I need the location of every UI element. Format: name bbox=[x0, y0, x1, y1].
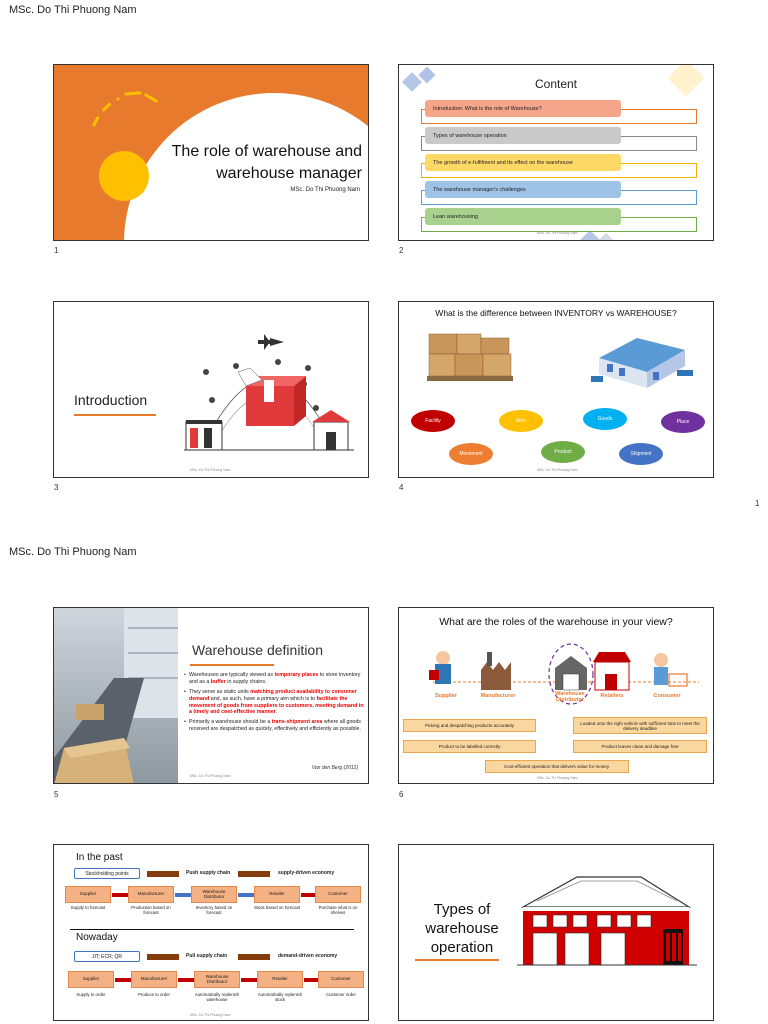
page-header: MSc. Do Thi Phuong Nam bbox=[9, 546, 137, 558]
slide-title: What are the roles of the warehouse in your view? bbox=[439, 616, 673, 628]
node-caption: Production based on forecast bbox=[131, 905, 171, 916]
slide-title: Types of warehouse operation bbox=[425, 901, 499, 956]
chain-node: Retailer bbox=[254, 886, 300, 903]
slide-title: Content bbox=[534, 77, 578, 91]
slide-footer: MSc. Do Thi Phuong Nam bbox=[537, 231, 578, 235]
chain-node: Manufacturer bbox=[131, 971, 177, 988]
slide-footer: MSc. Do Thi Phuong Nam bbox=[190, 468, 231, 472]
slide-title: What is the difference between INVENTORY vs WAREHOUSE? bbox=[435, 308, 677, 318]
warehouse-building-icon bbox=[517, 871, 697, 969]
bullet-item: • They serve as static units matching product availability to consumer demand and, as such, have a primary aim which is to facilitate the movement of goods from suppliers to customers, meeting demand in a timely and cost-effective manner. bbox=[184, 689, 366, 717]
arrow-left-icon bbox=[301, 893, 315, 897]
role-box[interactable]: Cost-efficient operation that delivers value for money. bbox=[485, 760, 629, 773]
content-item[interactable]: The growth of e-fulfilment and its effect on the warehouse bbox=[425, 154, 621, 171]
title-line-1: The role of warehouse and bbox=[171, 143, 362, 160]
slide-8[interactable] bbox=[398, 844, 714, 1021]
actor-label: Supplier bbox=[434, 693, 457, 699]
role-box[interactable]: Product leaves clean and damage free bbox=[573, 740, 707, 753]
content-item[interactable]: Introduction: What is the role of Warehouse? bbox=[425, 100, 621, 117]
chain-node: Warehouse Distributor bbox=[194, 971, 240, 988]
arrow-left-icon bbox=[112, 893, 128, 897]
economy-type: demand-driven economy bbox=[278, 953, 338, 959]
arrow-right-icon bbox=[238, 954, 270, 960]
slide-1[interactable] bbox=[53, 64, 369, 241]
slide-number: 3 bbox=[54, 483, 59, 492]
arrow-left-icon bbox=[178, 978, 194, 982]
actor-label: Warehouse Distributor bbox=[555, 691, 585, 704]
actor-label: Retailers bbox=[600, 693, 624, 699]
sun-circle bbox=[99, 151, 149, 201]
section-heading: In the past bbox=[76, 852, 123, 863]
slide-footer: MSc. Do Thi Phuong Nam bbox=[190, 1013, 231, 1017]
node-caption: Customer order bbox=[326, 992, 356, 997]
slide-number: 2 bbox=[399, 246, 404, 255]
node-caption: Stock based on forecast bbox=[253, 905, 301, 910]
concept-oval[interactable]: Movement bbox=[449, 443, 493, 465]
bullet-item: • Primarily a warehouse should be a trans-shipment area where all goods received are despatched as quickly, effectively and efficiently as possible. bbox=[184, 719, 366, 733]
slide-title: Warehouse definition bbox=[192, 642, 324, 658]
node-caption: Automatically replenish warehouse bbox=[194, 992, 240, 1003]
content-item[interactable]: Types of warehouse operation bbox=[425, 127, 621, 144]
role-box[interactable]: Loaded onto the right vehicle with sufficient time to meet the delivery deadline bbox=[573, 717, 707, 734]
role-box[interactable]: Product to be labelled correctly bbox=[403, 740, 536, 753]
chain-node: Supplier bbox=[68, 971, 114, 988]
chain-node: Customer bbox=[318, 971, 364, 988]
economy-type: supply-driven economy bbox=[278, 870, 335, 876]
node-caption: Inventory based on forecast bbox=[195, 905, 233, 916]
chain-node: Customer bbox=[315, 886, 361, 903]
slide-3[interactable] bbox=[53, 301, 369, 478]
slide-4[interactable] bbox=[398, 301, 714, 478]
title-underline bbox=[74, 414, 156, 416]
concept-oval[interactable]: Facility bbox=[411, 410, 455, 432]
global-logistics-illustration-icon bbox=[184, 324, 354, 474]
sun-rays-icon bbox=[88, 89, 168, 139]
slide-5[interactable] bbox=[53, 607, 369, 784]
page-header: MSc. Do Thi Phuong Nam bbox=[9, 4, 137, 16]
bullet-item: • Warehouses are typically viewed as temporary places to store inventory and as a buffer in supply chains. bbox=[184, 672, 366, 686]
content-item[interactable]: The warehouse manager's challenges bbox=[425, 181, 621, 198]
inventory-boxes-icon bbox=[427, 330, 517, 386]
arrow-right-icon bbox=[147, 871, 179, 877]
concept-oval[interactable]: Shipment bbox=[619, 443, 663, 465]
actor-label: Manufacturer bbox=[480, 693, 516, 699]
slide-footer: MSc. Do Thi Phuong Nam bbox=[190, 774, 231, 778]
node-caption: Supply to forecast bbox=[70, 905, 106, 910]
chain-node: Retailer bbox=[257, 971, 303, 988]
chain-node: Supplier bbox=[65, 886, 111, 903]
chain-type: Pull supply chain bbox=[186, 953, 228, 959]
arrow-right-icon bbox=[147, 954, 179, 960]
concept-oval[interactable]: Product bbox=[541, 441, 585, 463]
slide-6[interactable] bbox=[398, 607, 714, 784]
citation: Van den Berg (2012) bbox=[311, 765, 358, 771]
slide-number: 1 bbox=[54, 246, 59, 255]
role-box[interactable]: Picking and despatching products accurately bbox=[403, 719, 536, 732]
actor-label: Consumer bbox=[653, 693, 681, 699]
warehouse-building-icon bbox=[589, 328, 699, 392]
slide-title bbox=[172, 141, 362, 186]
title-underline bbox=[190, 664, 274, 666]
content-item[interactable]: Lean warehousing bbox=[425, 208, 621, 225]
arrow-right-icon bbox=[238, 893, 254, 897]
arrow-left-icon bbox=[304, 978, 318, 982]
slide-7[interactable] bbox=[53, 844, 369, 1021]
slide-number: 5 bbox=[54, 790, 59, 799]
page-number: 1 bbox=[755, 499, 760, 508]
slide-footer: MSc. Do Thi Phuong Nam bbox=[537, 468, 578, 472]
definition-bullets bbox=[184, 672, 366, 736]
node-caption: Automatically replenish stock bbox=[257, 992, 303, 1003]
slide-number: 6 bbox=[399, 790, 404, 799]
author: MSc. Do Thi Phuong Nam bbox=[290, 187, 360, 193]
title-underline bbox=[415, 959, 499, 961]
arrow-left-icon bbox=[115, 978, 131, 982]
chain-type: Push supply chain bbox=[186, 870, 231, 876]
chain-node: Warehouse Distributor bbox=[191, 886, 237, 903]
slide-footer: MSc. Do Thi Phuong Nam bbox=[537, 776, 578, 780]
warehouse-conveyor-photo bbox=[54, 608, 178, 784]
chain-node: Manufacturer bbox=[128, 886, 174, 903]
node-caption: Supply to order bbox=[76, 992, 106, 997]
concept-oval[interactable]: Item bbox=[499, 410, 543, 432]
arrow-right-icon bbox=[175, 893, 191, 897]
concept-oval[interactable]: Goods bbox=[583, 408, 627, 430]
slide-number: 4 bbox=[399, 483, 404, 492]
node-caption: Produce to order bbox=[137, 992, 170, 997]
stockholding-tag: Stockholding points bbox=[74, 868, 140, 879]
arrow-right-icon bbox=[238, 871, 270, 877]
arrow-left-icon bbox=[241, 978, 257, 982]
node-caption: Purchase what is on shelves bbox=[318, 905, 358, 916]
concept-oval[interactable]: Place bbox=[661, 411, 705, 433]
title-line-2: warehouse manager bbox=[216, 165, 362, 183]
section-heading: Nowaday bbox=[76, 932, 118, 943]
divider bbox=[70, 929, 354, 930]
slide-title: Introduction bbox=[74, 392, 148, 408]
slide-2[interactable] bbox=[398, 64, 714, 241]
method-tag: JIT; ECR; QR bbox=[74, 951, 140, 962]
